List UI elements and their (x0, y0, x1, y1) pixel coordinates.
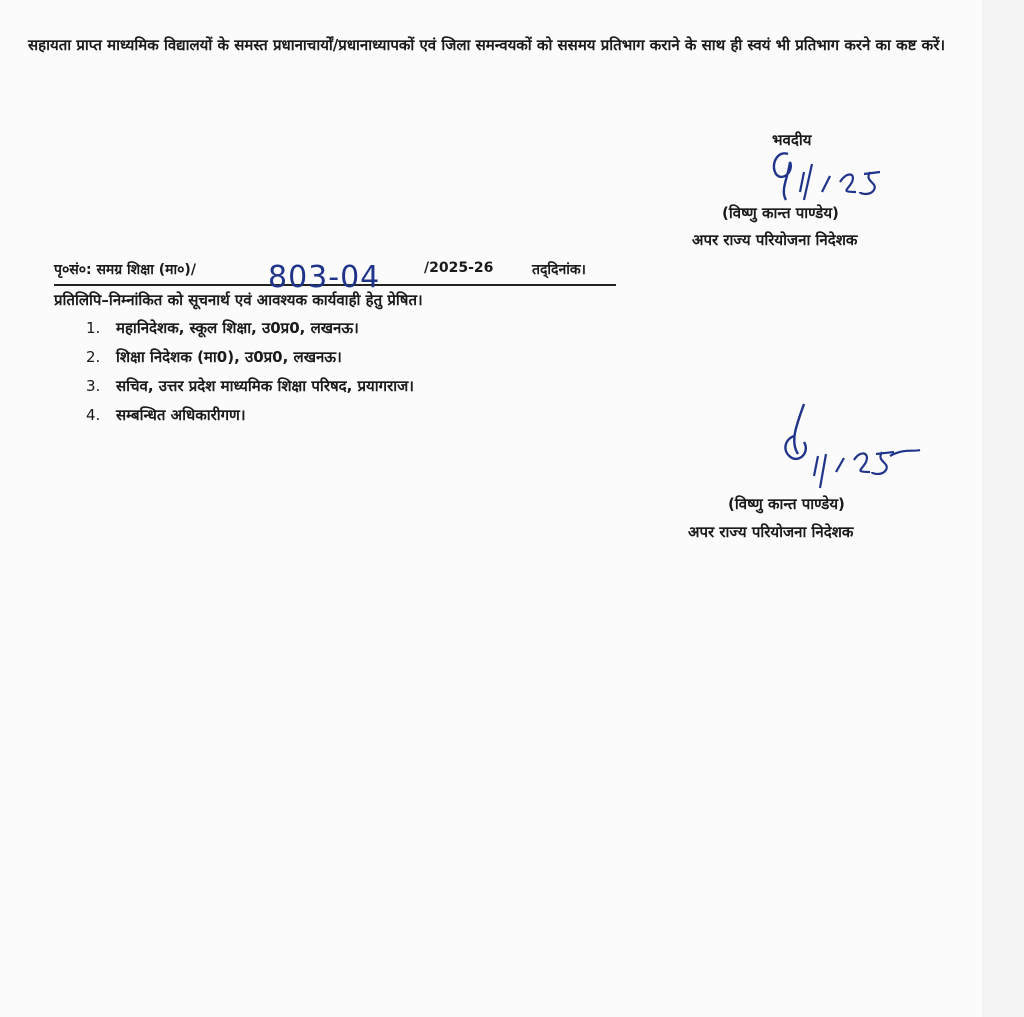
copy-intro: प्रतिलिपि–निम्नांकित को सूचनार्थ एवं आवश्यक कार्यवाही हेतु प्रेषित। (54, 291, 423, 309)
list-item: 4. सम्बन्धित अधिकारीगण। (86, 406, 246, 424)
list-item: 2. शिक्षा निदेशक (मा0), उ0प्र0, लखनऊ। (86, 348, 342, 366)
reference-line (54, 256, 616, 295)
signature-1-designation: अपर राज्य परियोजना निदेशक (692, 231, 858, 249)
reference-date: तद्‌दिनांक। (532, 262, 586, 278)
signature-1-name: (विष्णु कान्त पाण्डेय) (722, 204, 839, 222)
signature-2 (770, 396, 930, 496)
closing-text: भवदीय (772, 131, 812, 149)
signature-1 (760, 142, 900, 212)
signature-2-name: (विष्णु कान्त पाण्डेय) (728, 495, 845, 513)
signature-2-designation: अपर राज्य परियोजना निदेशक (688, 523, 854, 541)
recipient-list (86, 318, 414, 434)
signature-1-scrawl (760, 142, 900, 212)
reference-prefix: पृ०सं०: समग्र शिक्षा (मा०)/ (54, 262, 196, 278)
list-item: 3. सचिव, उत्तर प्रदेश माध्यमिक शिक्षा परिषद, प्रयागराज। (86, 377, 414, 395)
signature-2-scrawl (770, 396, 930, 496)
reference-year: /2025-26 (424, 260, 494, 276)
list-item: 1. महानिदेशक, स्कूल शिक्षा, उ0प्र0, लखनऊ। (86, 319, 359, 337)
body-paragraph: सहायता प्राप्त माध्यमिक विद्यालयों के समस्त प्रधानाचार्यों/प्रधानाध्यापकों एवं जिला समन्वयकों को ससमय प्रतिभाग कराने के साथ ही स्वयं भी प्रतिभाग करने का कष्ट करें। (28, 36, 946, 54)
reference-handwritten-number: 803-04 (268, 260, 381, 295)
